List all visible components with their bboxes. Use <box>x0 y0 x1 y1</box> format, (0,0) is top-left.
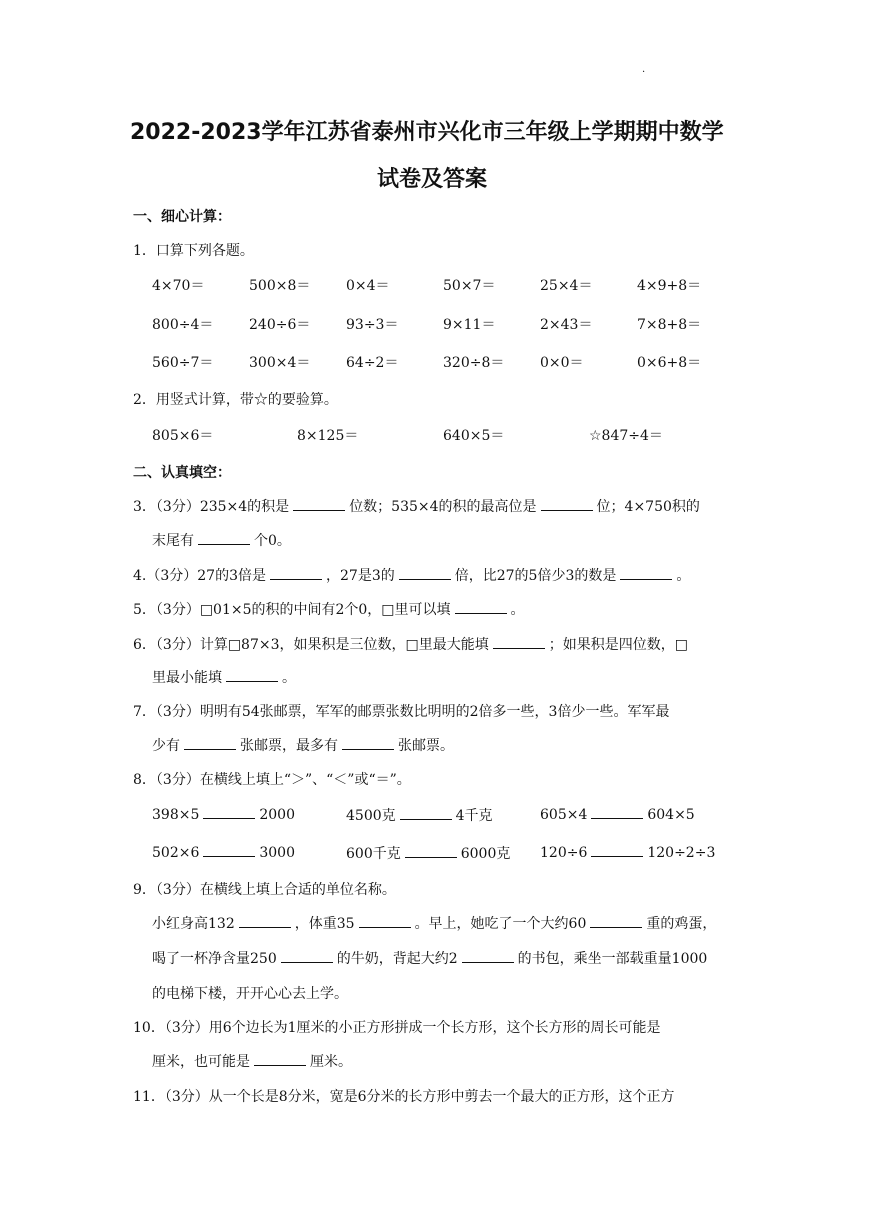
question-10-cont: 厘米，也可能是 厘米。 <box>152 1054 352 1070</box>
compare-item: 605×4 604×5 <box>540 807 695 823</box>
vertical-item: 805×6＝ <box>152 428 214 444</box>
question-5 <box>133 599 525 619</box>
answer-blank[interactable] <box>399 566 451 580</box>
compare-item: 398×5 2000 <box>152 807 295 823</box>
oral-item: 9×11＝ <box>443 317 496 333</box>
answer-blank[interactable] <box>293 497 345 511</box>
oral-item: 4×9+8＝ <box>637 278 702 294</box>
answer-blank[interactable] <box>591 843 643 857</box>
answer-blank[interactable] <box>342 736 394 750</box>
answer-blank[interactable] <box>359 914 411 928</box>
vertical-item: 8×125＝ <box>297 428 359 444</box>
q5-text: 5．（3分）□01×5的积的中间有2个0，□里可以填 <box>133 602 451 618</box>
question-9-line3: 的电梯下楼，开开心心去上学。 <box>152 986 348 1002</box>
page-title: 2022-2023学年江苏省泰州市兴化市三年级上学期期中数学 <box>130 120 724 145</box>
q7-text: 少有 <box>152 738 180 754</box>
question-9-line2: 喝了一杯净含量250 的牛奶，背起大约2 的书包，乘坐一部载重量1000 <box>152 951 708 967</box>
question-10: 10．（3分）用6个边长为1厘米的小正方形拼成一个长方形，这个长方形的周长可能是 <box>133 1020 661 1036</box>
answer-blank[interactable] <box>400 806 452 820</box>
oral-item: 500×8＝ <box>249 278 311 294</box>
answer-blank[interactable] <box>462 949 514 963</box>
compare-item: 502×6 3000 <box>152 845 295 861</box>
oral-item: 25×4＝ <box>540 278 593 294</box>
q7-text: 张邮票，最多有 <box>240 738 338 754</box>
question-8: 8．（3分）在横线上填上“＞”、“＜”或“＝”。 <box>133 772 411 788</box>
answer-blank[interactable] <box>203 805 255 819</box>
q4-text: 4.（3分）27的3倍是 <box>133 568 266 584</box>
answer-blank[interactable] <box>254 1052 306 1066</box>
q6-text: 里最小能填 <box>152 670 222 686</box>
oral-item: 50×7＝ <box>443 278 496 294</box>
vertical-item: ☆847÷4＝ <box>589 428 663 444</box>
q3-text: 个0。 <box>254 533 291 549</box>
answer-blank[interactable] <box>198 531 250 545</box>
q5-text: 。 <box>510 602 525 618</box>
question-3 <box>133 496 700 516</box>
question-3-cont <box>152 530 291 550</box>
q7-text: 张邮票。 <box>398 738 454 754</box>
q6-text: ；如果积是四位数，□ <box>548 637 688 653</box>
q3-text: 位；4×750积的 <box>596 499 700 515</box>
question-11: 11．（3分）从一个长是8分米，宽是6分米的长方形中剪去一个最大的正方形，这个正方 <box>133 1089 675 1105</box>
oral-item: 64÷2＝ <box>346 355 399 371</box>
answer-blank[interactable] <box>226 668 278 682</box>
section-heading-1: 一、细心计算： <box>133 209 231 225</box>
q4-text: ，27是3的 <box>326 568 395 584</box>
answer-blank[interactable] <box>281 949 333 963</box>
oral-item: 4×70＝ <box>152 278 205 294</box>
oral-item: 300×4＝ <box>249 355 311 371</box>
section-heading-2: 二、认真填空： <box>133 465 231 481</box>
question-7-cont <box>152 735 454 755</box>
oral-item: 800÷4＝ <box>152 317 214 333</box>
question-6-cont <box>152 667 296 687</box>
question-7: 7．（3分）明明有54张邮票，军军的邮票张数比明明的2倍多一些，3倍少一些。军军最 <box>133 704 670 720</box>
q4-text: 倍，比27的5倍少3的数是 <box>454 568 617 584</box>
q3-text: 位数；535×4的积的最高位是 <box>349 499 537 515</box>
q6-text: 。 <box>282 670 296 686</box>
vertical-item: 640×5＝ <box>443 428 505 444</box>
q3-text: 末尾有 <box>152 533 194 549</box>
question-9: 9．（3分）在横线上填上合适的单位名称。 <box>133 882 396 898</box>
oral-item: 0×4＝ <box>346 278 390 294</box>
question-1: 1．口算下列各题。 <box>133 243 254 259</box>
page-title-line2: 试卷及答案 <box>377 167 488 192</box>
answer-blank[interactable] <box>239 914 291 928</box>
question-6 <box>133 634 688 654</box>
answer-blank[interactable] <box>493 635 545 649</box>
oral-item: 93÷3＝ <box>346 317 399 333</box>
oral-item: 2×43＝ <box>540 317 593 333</box>
answer-blank[interactable] <box>591 805 643 819</box>
compare-item: 600千克 6000克 <box>346 846 511 862</box>
page-dot: . <box>642 64 646 75</box>
q3-text: 3．（3分）235×4的积是 <box>133 499 290 515</box>
q4-text: 。 <box>676 568 691 584</box>
compare-item: 120÷6 120÷2÷3 <box>540 845 716 861</box>
answer-blank[interactable] <box>455 600 507 614</box>
answer-blank[interactable] <box>405 844 457 858</box>
answer-blank[interactable] <box>620 566 672 580</box>
q6-text: 6．（3分）计算□87×3，如果积是三位数，□里最大能填 <box>133 637 489 653</box>
question-9-line1: 小红身高132 ，体重35 。早上，她吃了一个大约60 重的鸡蛋， <box>152 916 717 932</box>
answer-blank[interactable] <box>184 736 236 750</box>
answer-blank[interactable] <box>590 914 642 928</box>
question-4 <box>133 565 690 585</box>
answer-blank[interactable] <box>541 497 593 511</box>
oral-item: 7×8+8＝ <box>637 317 702 333</box>
oral-item: 0×6+8＝ <box>637 355 702 371</box>
question-2: 2．用竖式计算，带☆的要验算。 <box>133 392 338 408</box>
compare-item: 4500克 4千克 <box>346 808 493 824</box>
oral-item: 0×0＝ <box>540 355 584 371</box>
oral-item: 560÷7＝ <box>152 355 214 371</box>
answer-blank[interactable] <box>203 843 255 857</box>
oral-item: 240÷6＝ <box>249 317 311 333</box>
oral-item: 320÷8＝ <box>443 355 505 371</box>
answer-blank[interactable] <box>270 566 322 580</box>
